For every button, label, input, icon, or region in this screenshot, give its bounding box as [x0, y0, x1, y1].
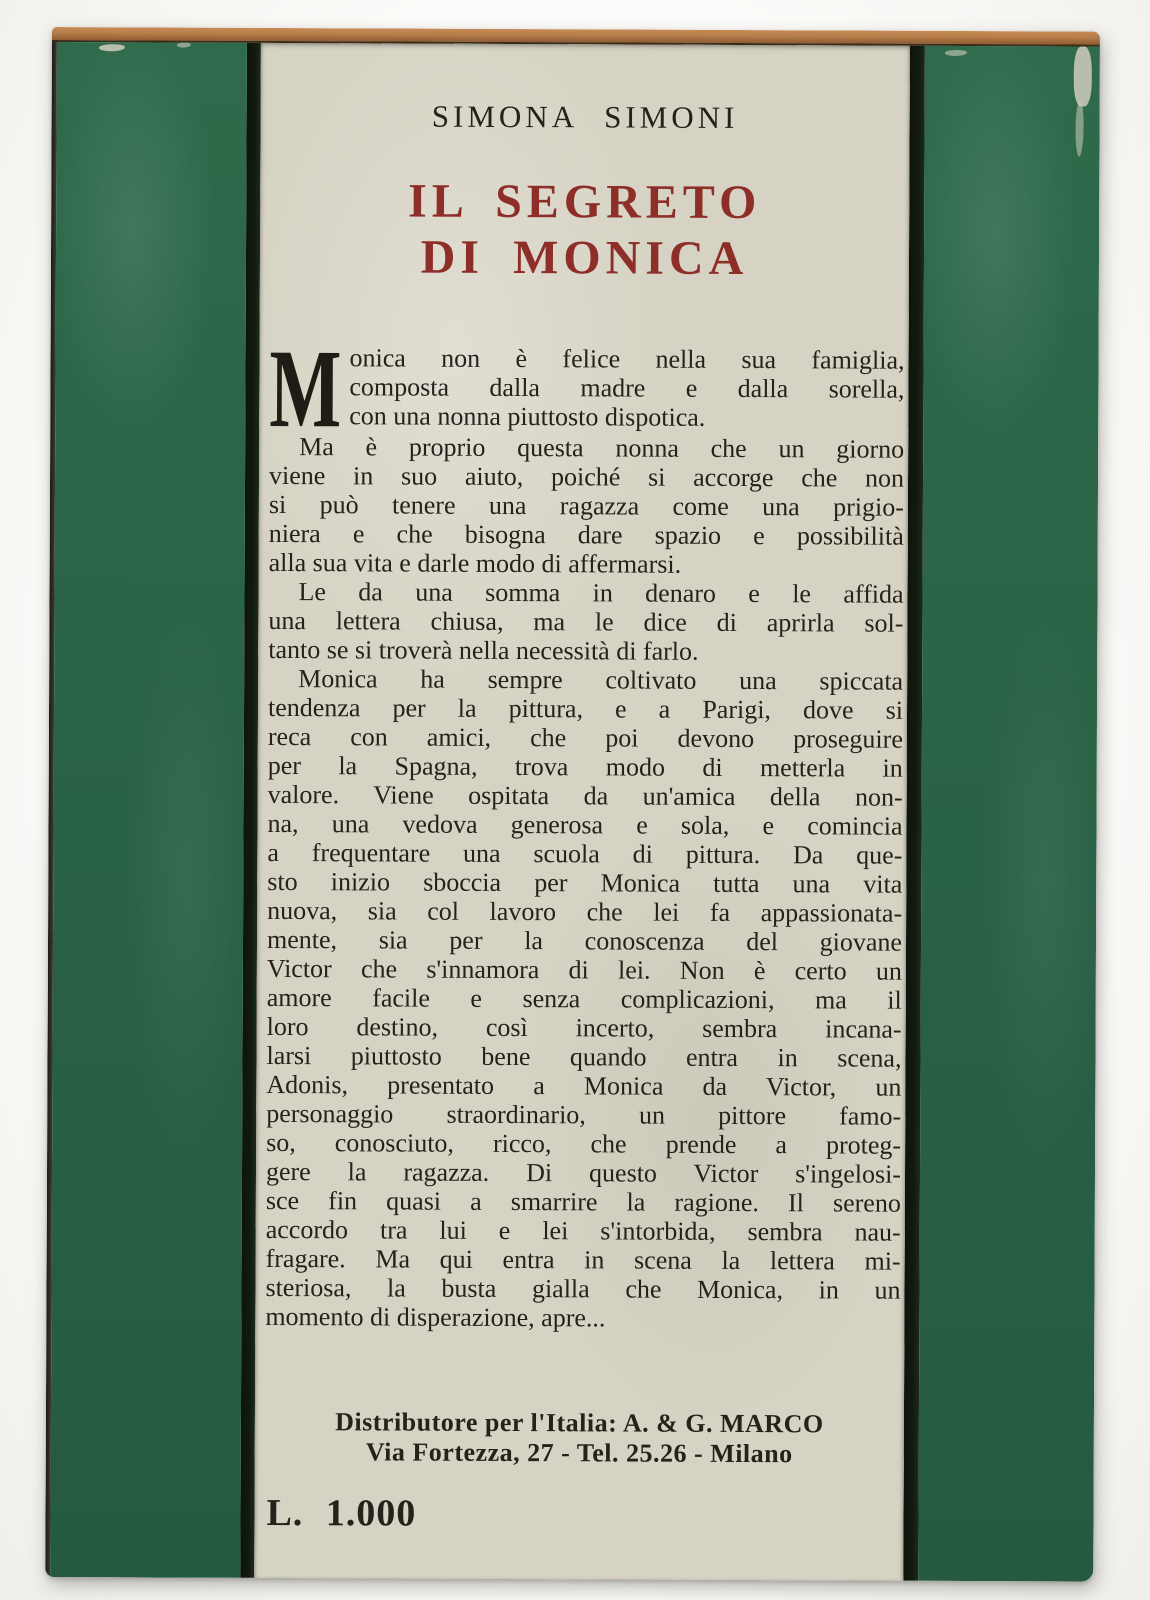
body-text-line: Monica ha sempre coltivato una spiccata — [298, 664, 904, 696]
body-text-line: con una nonna piuttosto dispotica. — [349, 401, 706, 432]
wear-mark — [1075, 101, 1083, 156]
body-text-line: accordo tra lui e lei s'intorbida, sembra nau- — [265, 1214, 901, 1247]
body-text-line: fragare. Ma qui entra in scena la lettera mi- — [265, 1243, 901, 1276]
body-text-line: Victor che s'innamora di lei. Non è certo un — [266, 953, 902, 986]
body-text-line: personaggio straordinario, un pittore famo- — [266, 1098, 902, 1131]
green-band-right — [918, 46, 1100, 1582]
body-text-line: larsi piuttosto bene quando entra in scena, — [266, 1040, 902, 1073]
body-text-line: loro destino, così incerto, sembra incana- — [266, 1011, 902, 1044]
distributor-line-2: Via Fortezza, 27 - Tel. 25.26 - Milano — [365, 1437, 793, 1469]
body-text-line: steriosa, la busta gialla che Monica, in un — [265, 1272, 901, 1305]
price-label: L. 1.000 — [266, 1491, 417, 1535]
blurb-paragraph — [265, 664, 903, 1334]
blurb-paragraph — [269, 432, 905, 580]
drop-cap-lines — [349, 343, 904, 434]
title-line-1: IL SEGRETO — [407, 174, 762, 230]
body-text-line: so, conosciuto, ricco, che prende a proteg- — [266, 1127, 902, 1160]
body-text-line: per la Spagna, trova modo di metterla in — [267, 750, 903, 783]
text-panel — [254, 43, 910, 1581]
wear-mark — [177, 43, 191, 48]
distributor-line-1: Distributore per l'Italia: A. & G. MARCO — [335, 1407, 824, 1439]
body-text-line: si può tenere una ragazza come una prigio- — [268, 489, 904, 522]
wear-mark — [945, 50, 967, 56]
body-text-line: nuova, sia col lavoro che lei fa appassionata- — [267, 895, 903, 928]
body-text-line: reca con amici, che poi devono proseguire — [267, 721, 903, 754]
body-text-line: alla sua vita e darle modo di affermarsi. — [268, 547, 682, 579]
drop-cap: M — [269, 326, 342, 452]
green-band-left — [50, 42, 247, 1578]
cover-row — [45, 42, 1100, 1582]
body-text-line: onica non è felice nella sua famiglia, — [349, 343, 905, 375]
body-text-line: niera e che bisogna dare spazio e possibilità — [268, 518, 904, 551]
body-text-line: momento di disperazione, apre... — [265, 1301, 606, 1333]
body-text-line: Ma è proprio questa nonna che un giorno — [299, 432, 905, 464]
body-text-line: tanto se si troverà nella necessità di farlo. — [268, 634, 699, 666]
body-text-line: gere la ragazza. Di questo Victor s'ingelosi- — [265, 1156, 902, 1189]
body-text-line: sce fin quasi a smarrire la ragione. Il sereno — [265, 1185, 901, 1218]
body-text-line: Le da una somma in denaro e le affida — [298, 577, 904, 609]
book-cover — [45, 27, 1100, 1582]
wear-mark — [99, 44, 125, 51]
wear-mark — [1074, 46, 1092, 106]
body-text-line: Adonis, presentato a Monica da Victor, un — [266, 1069, 902, 1102]
book-title — [260, 173, 909, 288]
distributor-info — [255, 1407, 904, 1470]
author-name: SIMONA SIMONI — [431, 98, 739, 135]
body-text-line: a frequentare una scuola di pittura. Da que- — [267, 837, 903, 870]
body-text-line: mente, sia per la conoscenza del giovane — [266, 924, 903, 957]
blurb-paragraph — [268, 577, 903, 667]
body-text-line: amore facile e senza complicazioni, ma il — [266, 982, 902, 1015]
title-line-2: DI MONICA — [420, 230, 749, 286]
body-text-line: sto inizio sboccia per Monica tutta una vita — [267, 866, 903, 899]
body-text-line: una lettera chiusa, ma le dice di aprirla sol- — [268, 605, 904, 638]
body-text-line: composta dalla madre e dalla sorella, — [349, 372, 905, 404]
blurb-text — [265, 326, 905, 1334]
body-text-line: na, una vedova generosa e sola, e comincia — [267, 808, 903, 841]
body-text-line: tendenza per la pittura, e a Parigi, dove si — [267, 692, 904, 725]
body-text-line: valore. Viene ospitata da un'amica della non- — [267, 779, 903, 812]
body-text-line: viene in suo aiuto, poiché si accorge che non — [268, 460, 905, 493]
